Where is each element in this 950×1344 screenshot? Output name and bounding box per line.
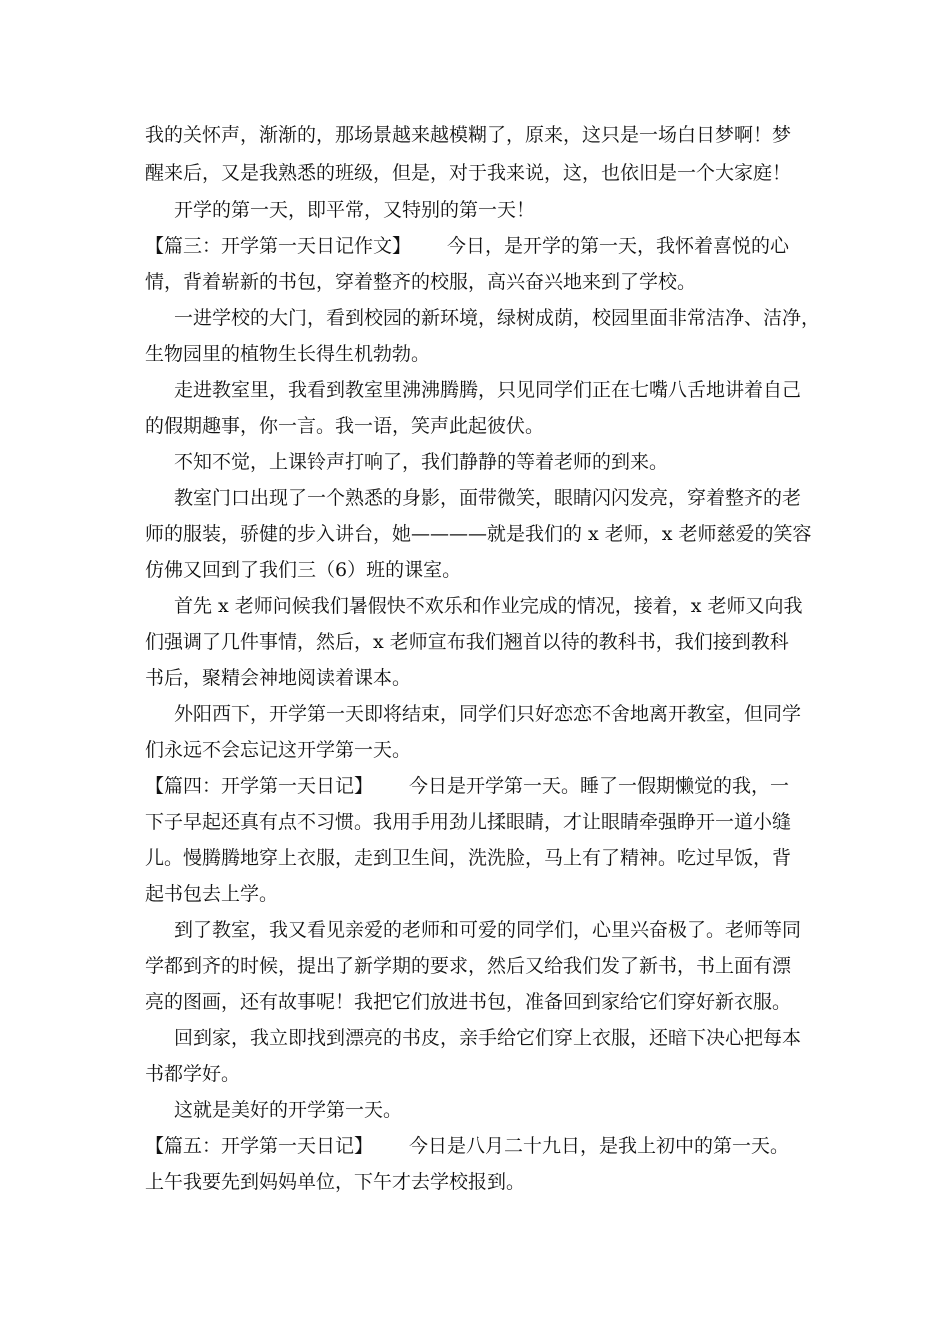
text-line: 外阳西下，开学第一天即将结束，同学们只好恋恋不舍地离开教室，但同学	[174, 703, 802, 725]
text-line: 书都学好。	[145, 1063, 241, 1085]
text-line: 回到家，我立即找到漂亮的书皮，亲手给它们穿上衣服，还暗下决心把每本	[174, 1027, 802, 1049]
section-heading: 【篇三：开学第一天日记作文】	[145, 235, 412, 257]
text-line: 今日，是开学的第一天，我怀着喜悦的心	[447, 235, 790, 257]
text-line: 情，背着崭新的书包，穿着整齐的校服，高兴奋兴地来到了学校。	[145, 271, 697, 293]
text-line: 这就是美好的开学第一天。	[174, 1099, 403, 1121]
text-line: 上午我要先到妈妈单位，下午才去学校报到。	[145, 1171, 526, 1193]
text-line: 们永远不会忘记这开学第一天。	[145, 739, 412, 761]
text-line: 书后，聚精会神地阅读着课本。	[145, 667, 412, 689]
section-heading-line	[145, 774, 789, 798]
text-line: 下子早起还真有点不习惯。我用手用劲儿揉眼睛，才让眼睛牵强睁开一道小缝	[145, 811, 792, 833]
text-line: 起书包去上学。	[145, 883, 279, 905]
text-line: 儿。慢腾腾地穿上衣服，走到卫生间，洗洗脸，马上有了精神。吃过早饭，背	[145, 847, 792, 869]
text-line: 学都到齐的时候，提出了新学期的要求，然后又给我们发了新书，书上面有漂	[145, 955, 792, 977]
text-line: 醒来后，又是我熟悉的班级，但是，对于我来说，这，也依旧是一个大家庭！	[145, 162, 792, 184]
section-heading-line	[145, 234, 789, 258]
text-line: 的假期趣事，你一言。我一语，笑声此起彼伏。	[145, 415, 545, 437]
text-line: 生物园里的植物生长得生机勃勃。	[145, 343, 431, 365]
text-line: 到了教室，我又看见亲爱的老师和可爱的同学们，心里兴奋极了。老师等同	[174, 919, 802, 941]
section-heading-line	[145, 1134, 789, 1158]
text-line: 我的关怀声，渐渐的，那场景越来越模糊了，原来，这只是一场白日梦啊！梦	[145, 124, 792, 146]
section-heading: 【篇五：开学第一天日记】	[145, 1135, 374, 1157]
text-line: 今日是开学第一天。睡了一假期懒觉的我，一	[409, 775, 790, 797]
text-line: 教室门口出现了一个熟悉的身影，面带微笑，眼睛闪闪发亮，穿着整齐的老	[174, 487, 802, 509]
text-line: 开学的第一天，即平常，又特别的第一天！	[174, 199, 536, 221]
text-line: 首先 x 老师问候我们暑假快不欢乐和作业完成的情况，接着，x 老师又向我	[174, 595, 803, 617]
section-heading: 【篇四：开学第一天日记】	[145, 775, 374, 797]
text-line: 不知不觉，上课铃声打响了，我们静静的等着老师的到来。	[174, 451, 669, 473]
text-line: 今日是八月二十九日，是我上初中的第一天。	[409, 1135, 790, 1157]
text-line: 师的服装，骄健的步入讲台，她————就是我们的 x 老师，x 老师慈爱的笑容	[145, 523, 812, 545]
text-line: 仿佛又回到了我们三（6）班的课室。	[145, 559, 462, 581]
text-line: 走进教室里，我看到教室里沸沸腾腾，只见同学们正在七嘴八舌地讲着自己	[174, 379, 802, 401]
text-line: 们强调了几件事情，然后，x 老师宣布我们翘首以待的教科书，我们接到教科	[145, 631, 789, 653]
text-line: 一进学校的大门，看到校园的新环境，绿树成荫，校园里面非常洁净、洁净，	[174, 307, 821, 329]
text-line: 亮的图画，还有故事呢！我把它们放进书包，准备回到家给它们穿好新衣服。	[145, 991, 792, 1013]
